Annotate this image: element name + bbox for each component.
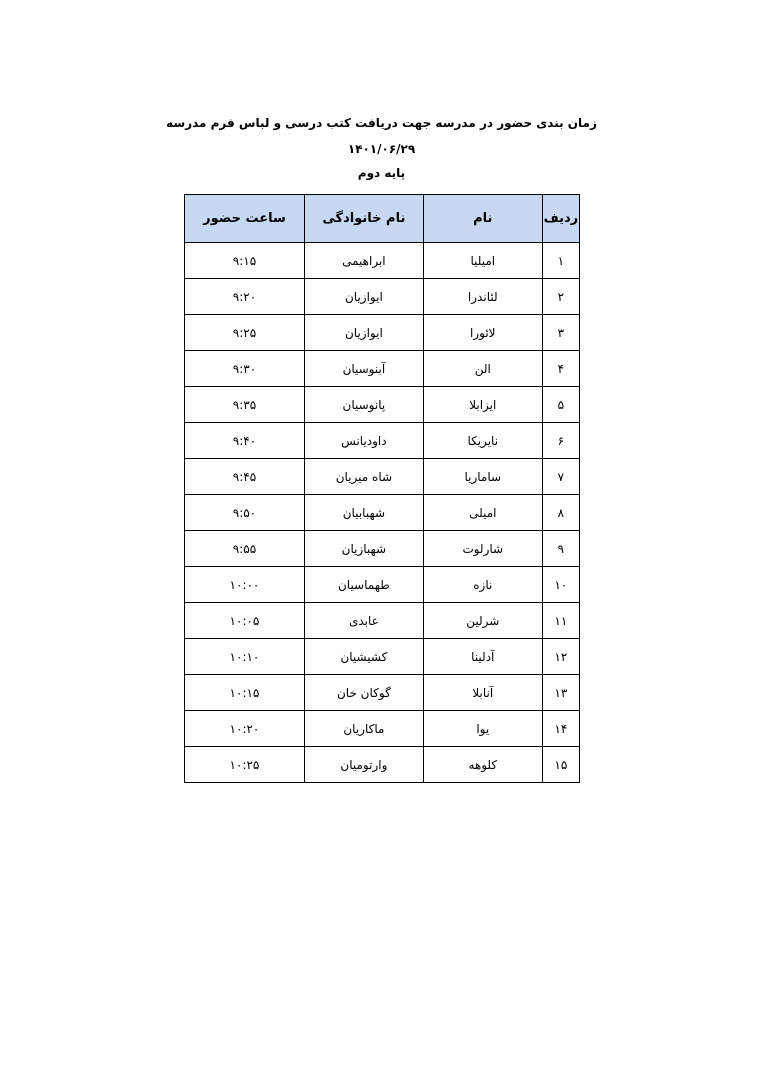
cell-family-name: آبنوسیان <box>304 351 423 387</box>
cell-family-name: پانوسیان <box>304 387 423 423</box>
cell-family-name: وارتومیان <box>304 747 423 783</box>
table-row <box>185 747 580 783</box>
cell-row-number: ۸ <box>542 495 579 531</box>
cell-attendance-time: ۱۰:۰۰ <box>185 567 305 603</box>
cell-family-name: شهبازیان <box>304 531 423 567</box>
cell-family-name: شهبابیان <box>304 495 423 531</box>
table-row <box>185 603 580 639</box>
cell-attendance-time: ۹:۳۰ <box>185 351 305 387</box>
cell-attendance-time: ۹:۳۵ <box>185 387 305 423</box>
table-row <box>185 639 580 675</box>
document-title: زمان بندی حضور در مدرسه جهت دریافت کتب درسی و لباس فرم مدرسه <box>166 116 597 130</box>
cell-row-number: ۱ <box>542 243 579 279</box>
table-row <box>185 567 580 603</box>
table-row <box>185 423 580 459</box>
cell-attendance-time: ۹:۴۵ <box>185 459 305 495</box>
table-header-row <box>185 195 580 243</box>
cell-row-number: ۷ <box>542 459 579 495</box>
table-row <box>185 675 580 711</box>
cell-attendance-time: ۱۰:۲۰ <box>185 711 305 747</box>
table-row <box>185 531 580 567</box>
cell-row-number: ۱۲ <box>542 639 579 675</box>
grade-label: پایه دوم <box>357 166 406 180</box>
cell-attendance-time: ۹:۲۰ <box>185 279 305 315</box>
cell-row-number: ۱۱ <box>542 603 579 639</box>
cell-row-number: ۴ <box>542 351 579 387</box>
cell-name: آدلینا <box>423 639 542 675</box>
cell-attendance-time: ۹:۵۵ <box>185 531 305 567</box>
cell-attendance-time: ۱۰:۱۰ <box>185 639 305 675</box>
cell-attendance-time: ۱۰:۰۵ <box>185 603 305 639</box>
cell-family-name: شاه میریان <box>304 459 423 495</box>
document-date: ۱۴۰۱/۰۶/۲۹ <box>347 142 416 156</box>
cell-row-number: ۱۰ <box>542 567 579 603</box>
cell-attendance-time: ۹:۴۰ <box>185 423 305 459</box>
cell-name: لائورا <box>423 315 542 351</box>
attendance-schedule-table <box>184 194 580 783</box>
cell-row-number: ۶ <box>542 423 579 459</box>
cell-name: الن <box>423 351 542 387</box>
header-name: نام <box>423 195 542 243</box>
cell-row-number: ۱۳ <box>542 675 579 711</box>
cell-row-number: ۱۵ <box>542 747 579 783</box>
cell-attendance-time: ۹:۱۵ <box>185 243 305 279</box>
cell-name: نایریکا <box>423 423 542 459</box>
cell-name: آنابلا <box>423 675 542 711</box>
cell-name: ساماریا <box>423 459 542 495</box>
header-attendance-time: ساعت حضور <box>185 195 305 243</box>
table-row <box>185 387 580 423</box>
cell-family-name: ابراهیمی <box>304 243 423 279</box>
table-row <box>185 459 580 495</box>
cell-name: یوا <box>423 711 542 747</box>
cell-row-number: ۹ <box>542 531 579 567</box>
cell-name: شارلوت <box>423 531 542 567</box>
cell-attendance-time: ۹:۲۵ <box>185 315 305 351</box>
cell-name: نازه <box>423 567 542 603</box>
cell-family-name: کشیشیان <box>304 639 423 675</box>
cell-attendance-time: ۱۰:۲۵ <box>185 747 305 783</box>
cell-name: شرلین <box>423 603 542 639</box>
cell-row-number: ۱۴ <box>542 711 579 747</box>
cell-family-name: عابدی <box>304 603 423 639</box>
cell-row-number: ۵ <box>542 387 579 423</box>
table-row <box>185 315 580 351</box>
header-family-name: نام خانوادگی <box>304 195 423 243</box>
table-row <box>185 351 580 387</box>
table-row <box>185 495 580 531</box>
cell-name: امیلیا <box>423 243 542 279</box>
cell-family-name: ایوازیان <box>304 315 423 351</box>
cell-family-name: ایوازیان <box>304 279 423 315</box>
header-row-number: ردیف <box>542 195 579 243</box>
cell-name: ایزابلا <box>423 387 542 423</box>
cell-attendance-time: ۹:۵۰ <box>185 495 305 531</box>
cell-name: کلوهه <box>423 747 542 783</box>
cell-row-number: ۳ <box>542 315 579 351</box>
table-row <box>185 279 580 315</box>
cell-name: امیلی <box>423 495 542 531</box>
cell-name: لئاندرا <box>423 279 542 315</box>
cell-family-name: داودیانس <box>304 423 423 459</box>
table-row <box>185 711 580 747</box>
cell-family-name: گوکان خان <box>304 675 423 711</box>
cell-family-name: ماکاریان <box>304 711 423 747</box>
cell-family-name: طهماسیان <box>304 567 423 603</box>
table-row <box>185 243 580 279</box>
cell-attendance-time: ۱۰:۱۵ <box>185 675 305 711</box>
cell-row-number: ۲ <box>542 279 579 315</box>
